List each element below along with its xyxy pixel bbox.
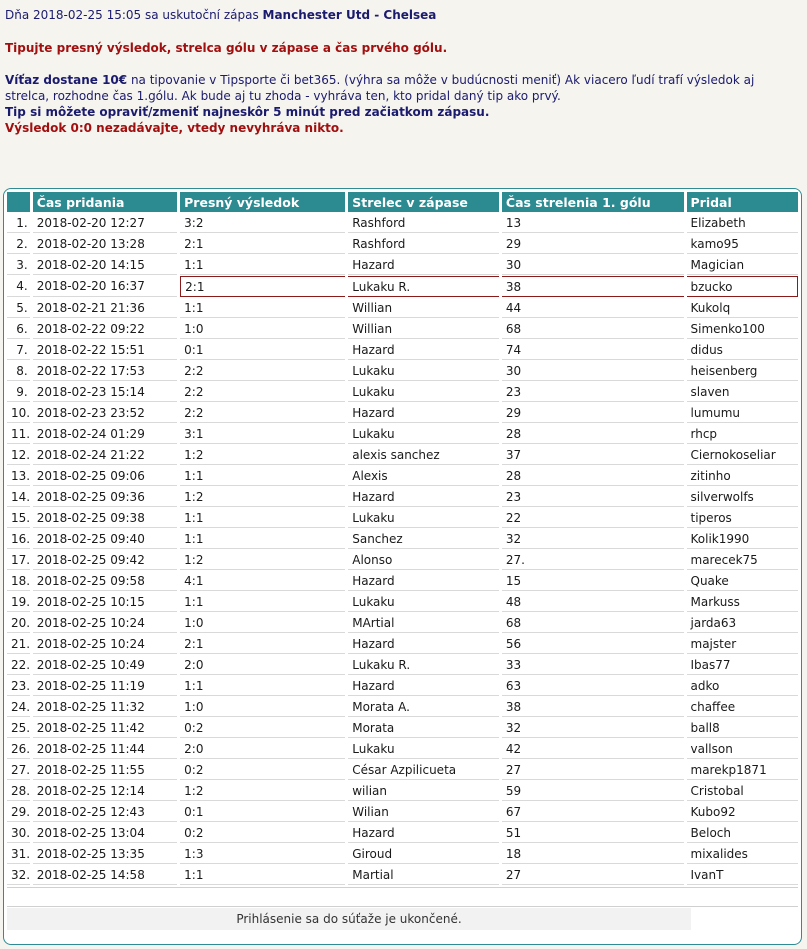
row-exact-result: 2:2 (180, 403, 345, 423)
row-exact-result: 3:2 (180, 213, 345, 233)
row-added-by: majster (687, 634, 799, 654)
row-first-goal-time: 27. (502, 550, 684, 570)
row-first-goal-time: 38 (502, 276, 684, 297)
row-scorer: Lukaku (348, 739, 499, 759)
row-time-added: 2018-02-23 15:14 (33, 382, 177, 402)
row-time-added: 2018-02-20 14:15 (33, 255, 177, 275)
row-first-goal-time: 18 (502, 844, 684, 864)
row-scorer: Alonso (348, 550, 499, 570)
row-exact-result: 2:2 (180, 382, 345, 402)
table-header-row (7, 192, 798, 212)
row-scorer: Morata (348, 718, 499, 738)
prize-text: Víťaz dostane 10€ na tipovanie v Tipsporte či bet365. (výhra sa môže v budúcnosti meniť) Ak viacero ľudí trafí výsledok aj strelca, rozhodne čas 1.gólu. Ak bude aj tu zhoda - vyhráva ten, kto pridal daný tip ako prvý. (5, 73, 755, 103)
row-exact-result: 2:1 (180, 634, 345, 654)
row-added-by: IvanT (687, 865, 799, 885)
table-row (7, 550, 798, 570)
row-added-by: rhcp (687, 424, 799, 444)
row-scorer: Morata A. (348, 697, 499, 717)
row-first-goal-time: 22 (502, 508, 684, 528)
row-exact-result: 1:0 (180, 613, 345, 633)
row-scorer: Hazard (348, 340, 499, 360)
row-added-by: mixalides (687, 844, 799, 864)
row-scorer: Rashford (348, 213, 499, 233)
row-scorer: Hazard (348, 571, 499, 591)
row-added-by: Ibas77 (687, 655, 799, 675)
row-time-added: 2018-02-25 09:36 (33, 487, 177, 507)
row-time-added: 2018-02-25 11:44 (33, 739, 177, 759)
row-first-goal-time: 42 (502, 739, 684, 759)
row-added-by: Magician (687, 255, 799, 275)
row-index: 32. (7, 865, 30, 885)
row-index: 30. (7, 823, 30, 843)
row-exact-result: 1:0 (180, 697, 345, 717)
table-row (7, 340, 798, 360)
row-index: 24. (7, 697, 30, 717)
row-time-added: 2018-02-25 09:42 (33, 550, 177, 570)
row-time-added: 2018-02-25 10:15 (33, 592, 177, 612)
row-added-by: silverwolfs (687, 487, 799, 507)
row-exact-result: 0:2 (180, 718, 345, 738)
row-exact-result: 4:1 (180, 571, 345, 591)
row-index: 13. (7, 466, 30, 486)
row-index: 9. (7, 382, 30, 402)
zero-note: Výsledok 0:0 nezadávajte, vtedy nevyhráva nikto. (5, 121, 344, 135)
row-first-goal-time: 15 (502, 571, 684, 591)
row-scorer: Willian (348, 319, 499, 339)
table-row (7, 213, 798, 233)
row-time-added: 2018-02-25 09:38 (33, 508, 177, 528)
row-index: 2. (7, 234, 30, 254)
row-time-added: 2018-02-24 01:29 (33, 424, 177, 444)
row-index: 26. (7, 739, 30, 759)
table-row (7, 466, 798, 486)
row-scorer: Giroud (348, 844, 499, 864)
col-header-scorer: Strelec v zápase (348, 192, 499, 212)
row-added-by: Elizabeth (687, 213, 799, 233)
row-first-goal-time: 30 (502, 361, 684, 381)
row-exact-result: 1:3 (180, 844, 345, 864)
row-exact-result: 2:2 (180, 361, 345, 381)
row-time-added: 2018-02-22 09:22 (33, 319, 177, 339)
col-header-first-goal-time: Čas strelenia 1. gólu (502, 192, 684, 212)
match-line: Dňa 2018-02-25 15:05 sa uskutoční zápas Manchester Utd - Chelsea (5, 8, 437, 22)
row-scorer: Willian (348, 298, 499, 318)
row-scorer: Hazard (348, 823, 499, 843)
row-time-added: 2018-02-25 13:35 (33, 844, 177, 864)
table-row (7, 424, 798, 444)
row-time-added: 2018-02-22 15:51 (33, 340, 177, 360)
edit-note: Tip si môžete opraviť/zmeniť najneskôr 5 minút pred začiatkom zápasu. (5, 105, 490, 119)
row-added-by: jarda63 (687, 613, 799, 633)
row-added-by: Kukolq (687, 298, 799, 318)
row-index: 5. (7, 298, 30, 318)
row-first-goal-time: 63 (502, 676, 684, 696)
row-scorer: Lukaku (348, 508, 499, 528)
table-row (7, 592, 798, 612)
tips-table (4, 191, 801, 886)
row-time-added: 2018-02-25 09:58 (33, 571, 177, 591)
row-added-by: marekp1871 (687, 760, 799, 780)
row-first-goal-time: 23 (502, 382, 684, 402)
row-first-goal-time: 38 (502, 697, 684, 717)
registration-closed-notice: Prihlásenie sa do súťaže je ukončené. (7, 908, 691, 930)
row-first-goal-time: 67 (502, 802, 684, 822)
row-time-added: 2018-02-20 12:27 (33, 213, 177, 233)
row-scorer: MArtial (348, 613, 499, 633)
row-first-goal-time: 48 (502, 592, 684, 612)
row-added-by: Beloch (687, 823, 799, 843)
row-index: 15. (7, 508, 30, 528)
table-row (7, 445, 798, 465)
row-first-goal-time: 44 (502, 298, 684, 318)
row-index: 1. (7, 213, 30, 233)
row-time-added: 2018-02-25 12:43 (33, 802, 177, 822)
row-first-goal-time: 51 (502, 823, 684, 843)
row-time-added: 2018-02-25 10:24 (33, 634, 177, 654)
table-row (7, 655, 798, 675)
row-added-by: Ciernokoseliar (687, 445, 799, 465)
row-first-goal-time: 29 (502, 403, 684, 423)
row-scorer: Hazard (348, 403, 499, 423)
row-added-by: didus (687, 340, 799, 360)
row-added-by: Simenko100 (687, 319, 799, 339)
row-index: 4. (7, 276, 30, 297)
table-row (7, 760, 798, 780)
row-first-goal-time: 68 (502, 319, 684, 339)
table-row (7, 487, 798, 507)
row-exact-result: 2:0 (180, 655, 345, 675)
row-time-added: 2018-02-22 17:53 (33, 361, 177, 381)
row-time-added: 2018-02-20 13:28 (33, 234, 177, 254)
row-added-by: kamo95 (687, 234, 799, 254)
row-first-goal-time: 27 (502, 760, 684, 780)
row-scorer: Lukaku (348, 424, 499, 444)
row-time-added: 2018-02-23 23:52 (33, 403, 177, 423)
row-index: 22. (7, 655, 30, 675)
row-scorer: alexis sanchez (348, 445, 499, 465)
table-row (7, 382, 798, 402)
row-time-added: 2018-02-25 14:58 (33, 865, 177, 885)
row-time-added: 2018-02-25 12:14 (33, 781, 177, 801)
row-exact-result: 1:0 (180, 319, 345, 339)
row-exact-result: 0:1 (180, 802, 345, 822)
row-scorer: Lukaku (348, 382, 499, 402)
row-added-by: lumumu (687, 403, 799, 423)
row-time-added: 2018-02-25 13:04 (33, 823, 177, 843)
row-first-goal-time: 37 (502, 445, 684, 465)
row-index: 25. (7, 718, 30, 738)
table-row (7, 613, 798, 633)
table-row (7, 676, 798, 696)
row-first-goal-time: 28 (502, 424, 684, 444)
row-exact-result: 2:1 (180, 234, 345, 254)
row-index: 19. (7, 592, 30, 612)
row-exact-result: 1:2 (180, 550, 345, 570)
row-first-goal-time: 33 (502, 655, 684, 675)
row-exact-result: 1:1 (180, 592, 345, 612)
row-index: 3. (7, 255, 30, 275)
table-empty-row (7, 887, 798, 907)
row-time-added: 2018-02-20 16:37 (33, 276, 177, 297)
row-first-goal-time: 30 (502, 255, 684, 275)
table-body (7, 213, 798, 885)
row-index: 18. (7, 571, 30, 591)
row-scorer: Hazard (348, 255, 499, 275)
row-exact-result: 0:2 (180, 760, 345, 780)
col-header-time-added: Čas pridania (33, 192, 177, 212)
col-header-added-by: Pridal (687, 192, 799, 212)
col-header-exact-result: Presný výsledok (180, 192, 345, 212)
row-scorer: Hazard (348, 487, 499, 507)
row-added-by: zitinho (687, 466, 799, 486)
row-scorer: Lukaku (348, 361, 499, 381)
row-exact-result: 1:2 (180, 487, 345, 507)
row-index: 8. (7, 361, 30, 381)
table-row (7, 234, 798, 254)
row-exact-result: 0:2 (180, 823, 345, 843)
table-row (7, 403, 798, 423)
row-exact-result: 1:1 (180, 529, 345, 549)
row-first-goal-time: 23 (502, 487, 684, 507)
row-index: 20. (7, 613, 30, 633)
row-first-goal-time: 29 (502, 234, 684, 254)
row-first-goal-time: 59 (502, 781, 684, 801)
row-first-goal-time: 13 (502, 213, 684, 233)
row-index: 12. (7, 445, 30, 465)
row-index: 31. (7, 844, 30, 864)
row-index: 11. (7, 424, 30, 444)
home-team: Manchester Utd (262, 8, 371, 22)
row-first-goal-time: 27 (502, 865, 684, 885)
table-row (7, 634, 798, 654)
row-index: 7. (7, 340, 30, 360)
row-first-goal-time: 28 (502, 466, 684, 486)
row-time-added: 2018-02-21 21:36 (33, 298, 177, 318)
row-added-by: vallson (687, 739, 799, 759)
row-exact-result: 1:1 (180, 865, 345, 885)
row-time-added: 2018-02-25 11:55 (33, 760, 177, 780)
row-added-by: Markuss (687, 592, 799, 612)
row-index: 6. (7, 319, 30, 339)
table-row (7, 508, 798, 528)
row-added-by: heisenberg (687, 361, 799, 381)
row-first-goal-time: 74 (502, 340, 684, 360)
row-scorer: Hazard (348, 676, 499, 696)
row-index: 21. (7, 634, 30, 654)
table-row (7, 298, 798, 318)
row-index: 23. (7, 676, 30, 696)
row-first-goal-time: 32 (502, 718, 684, 738)
row-added-by: Kolik1990 (687, 529, 799, 549)
table-row (7, 529, 798, 549)
row-scorer: Lukaku R. (348, 655, 499, 675)
row-time-added: 2018-02-25 10:24 (33, 613, 177, 633)
intro-section (0, 0, 807, 136)
row-time-added: 2018-02-25 10:49 (33, 655, 177, 675)
row-exact-result: 0:1 (180, 340, 345, 360)
row-time-added: 2018-02-25 09:06 (33, 466, 177, 486)
row-scorer: Alexis (348, 466, 499, 486)
row-exact-result: 2:1 (180, 276, 345, 297)
row-added-by: Cristobal (687, 781, 799, 801)
row-exact-result: 1:1 (180, 508, 345, 528)
table-row (7, 739, 798, 759)
row-added-by: ball8 (687, 718, 799, 738)
row-index: 10. (7, 403, 30, 423)
table-row (7, 865, 798, 885)
row-added-by: Quake (687, 571, 799, 591)
row-added-by: tiperos (687, 508, 799, 528)
away-team: Chelsea (383, 8, 437, 22)
row-index: 16. (7, 529, 30, 549)
row-exact-result: 3:1 (180, 424, 345, 444)
row-first-goal-time: 68 (502, 613, 684, 633)
row-first-goal-time: 32 (502, 529, 684, 549)
row-added-by: slaven (687, 382, 799, 402)
row-added-by: chaffee (687, 697, 799, 717)
row-added-by: bzucko (687, 276, 799, 297)
row-added-by: Kubo92 (687, 802, 799, 822)
table-row (7, 697, 798, 717)
row-scorer: Sanchez (348, 529, 499, 549)
table-row (7, 571, 798, 591)
row-exact-result: 1:1 (180, 466, 345, 486)
table-row (7, 781, 798, 801)
row-scorer: wilian (348, 781, 499, 801)
row-scorer: Lukaku (348, 592, 499, 612)
row-index: 17. (7, 550, 30, 570)
row-exact-result: 1:1 (180, 298, 345, 318)
table-row (7, 255, 798, 275)
row-exact-result: 1:1 (180, 676, 345, 696)
row-first-goal-time: 56 (502, 634, 684, 654)
row-time-added: 2018-02-25 09:40 (33, 529, 177, 549)
row-exact-result: 1:2 (180, 445, 345, 465)
row-scorer: Hazard (348, 634, 499, 654)
row-scorer: Martial (348, 865, 499, 885)
row-time-added: 2018-02-25 11:32 (33, 697, 177, 717)
table-row (7, 361, 798, 381)
row-scorer: Wilian (348, 802, 499, 822)
row-index: 14. (7, 487, 30, 507)
row-time-added: 2018-02-25 11:42 (33, 718, 177, 738)
table-row (7, 844, 798, 864)
row-added-by: marecek75 (687, 550, 799, 570)
row-scorer: Rashford (348, 234, 499, 254)
col-header-index (7, 192, 30, 212)
row-index: 28. (7, 781, 30, 801)
table-row (7, 823, 798, 843)
tips-table-panel (3, 188, 802, 945)
instruction-text: Tipujte presný výsledok, strelca gólu v zápase a čas prvého gólu. (5, 41, 448, 55)
row-index: 27. (7, 760, 30, 780)
row-index: 29. (7, 802, 30, 822)
row-exact-result: 2:0 (180, 739, 345, 759)
row-exact-result: 1:2 (180, 781, 345, 801)
table-row (7, 319, 798, 339)
table-row (7, 802, 798, 822)
table-row (7, 276, 798, 297)
row-scorer: César Azpilicueta (348, 760, 499, 780)
row-time-added: 2018-02-25 11:19 (33, 676, 177, 696)
row-scorer: Lukaku R. (348, 276, 499, 297)
row-exact-result: 1:1 (180, 255, 345, 275)
row-added-by: adko (687, 676, 799, 696)
table-row (7, 718, 798, 738)
row-time-added: 2018-02-24 21:22 (33, 445, 177, 465)
